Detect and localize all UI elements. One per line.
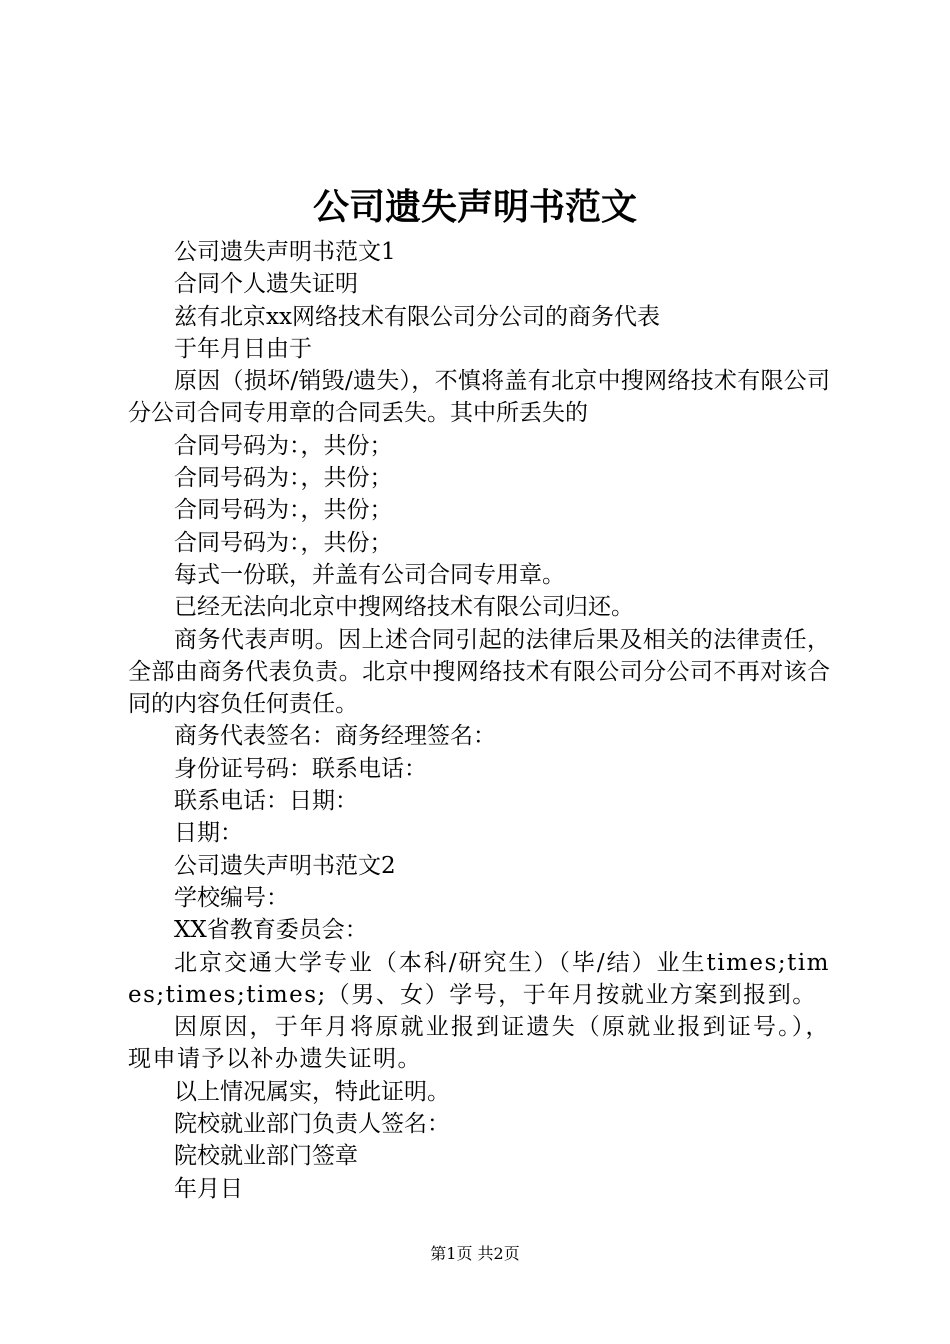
paragraph: 已经无法向北京中搜网络技术有限公司归还。	[174, 594, 634, 621]
paragraph: 年月日	[174, 1175, 243, 1202]
paragraph: 合同号码为：，共份；	[174, 529, 393, 556]
paragraph: 因原因，于年月将原就业报到证遗失（原就业报到证号。），现申请予以补办遗失证明。	[128, 1014, 830, 1073]
paragraph: 商务代表签名：商务经理签名：	[174, 723, 496, 750]
paragraph: 合同号码为：，共份；	[174, 465, 393, 492]
paragraph: 身份证号码：联系电话：	[174, 755, 427, 782]
paragraph: 日期：	[174, 820, 243, 847]
paragraph: 公司遗失声明书范文1	[174, 239, 396, 265]
paragraph: 每式一份联，并盖有公司合同专用章。	[174, 561, 565, 588]
paragraph: XX省教育委员会：	[174, 917, 368, 944]
paragraph: 合同号码为：，共份；	[174, 497, 393, 524]
paragraph: 合同号码为：，共份；	[174, 432, 393, 459]
paragraph: 公司遗失声明书范文2	[174, 852, 396, 879]
paragraph: 北京交通大学专业（本科/研究生）（毕/结）业生times;times;times;times;（男、女）学号，于年月按就业方案到报到。	[128, 949, 830, 1008]
page-title: 公司遗失声明书范文	[312, 187, 637, 228]
paragraph: 合同个人遗失证明	[174, 271, 358, 298]
page-footer: 第1页 共2页	[430, 1244, 520, 1263]
paragraph: 院校就业部门签章	[174, 1143, 358, 1170]
paragraph: 原因（损坏/销毁/遗失），不慎将盖有北京中搜网络技术有限公司分公司合同专用章的合同丢失。其中所丢失的	[128, 368, 830, 427]
paragraph: 兹有北京xx网络技术有限公司分公司的商务代表	[174, 303, 660, 330]
paragraph: 以上情况属实，特此证明。	[174, 1078, 450, 1105]
document-body	[128, 236, 830, 1205]
paragraph: 联系电话：日期：	[174, 788, 358, 815]
paragraph: 于年月日由于	[174, 335, 312, 362]
paragraph: 院校就业部门负责人签名：	[174, 1111, 450, 1138]
paragraph: 学校编号：	[174, 884, 289, 911]
paragraph: 商务代表声明。因上述合同引起的法律后果及相关的法律责任，全部由商务代表负责。北京中搜网络技术有限公司分公司不再对该合同的内容负任何责任。	[128, 626, 830, 718]
